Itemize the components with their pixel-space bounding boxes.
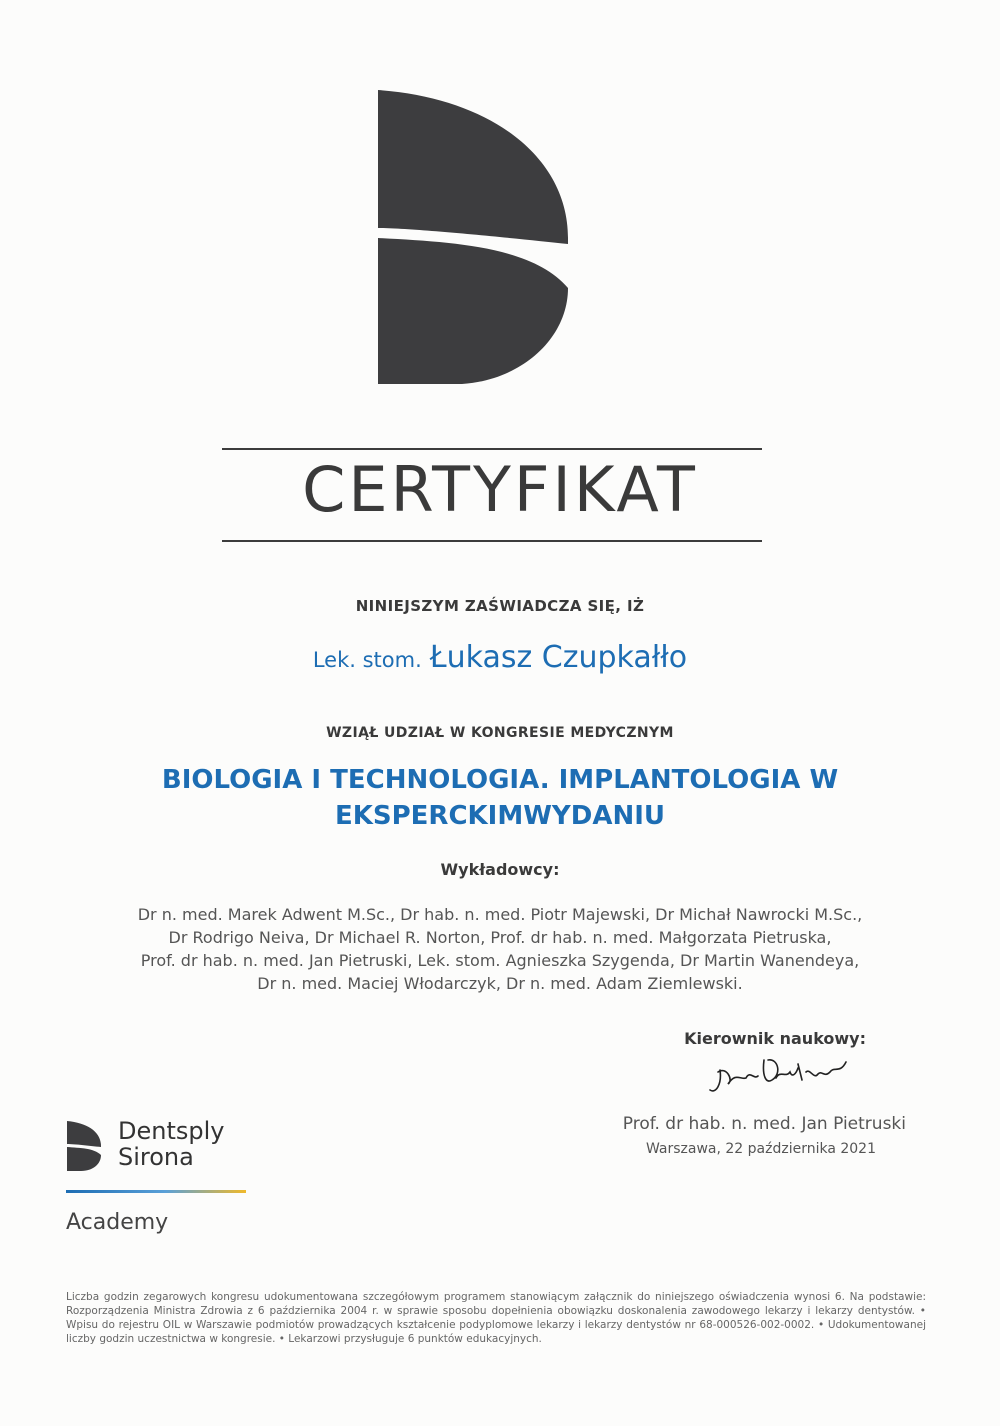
company-name-line: Sirona [118,1143,194,1171]
company-name [118,1118,224,1170]
footer-legal-note: Liczba godzin zegarowych kongresu udokumentowana szczegółowym programem stanowiącym załącznik do niniejszego oświadczenia wynosi 6. Na podstawie: Rozporządzenia Ministra Zdrowia z 6 października 2004 r. w sprawie sposobu dopełnienia obowiązku doskonalenia zawodowego lekarzy i lekarzy dentystów. • Wpisu do rejestru OIL w Warszawie podmiotów prowadzących kształcenie podyplomowe lekarzy i lekarzy dentystów nr 68-000526-002-0002. • Udokumentowanej liczby godzin uczestnictwa w kongresie. • Lekarzowi przysługuje 6 punktów edukacyjnych. [66,1291,926,1345]
event-title-line: EKSPERCKIMWYDANIU [334,801,665,831]
lecturers-line: Dr Rodrigo Neiva, Dr Michael R. Norton, Prof. dr hab. n. med. Małgorzata Pietruska, [168,928,832,947]
dentsply-small-logo-icon [66,1120,102,1172]
title-bottom-rule [222,540,762,542]
lecturers-line: Dr n. med. Marek Adwent M.Sc., Dr hab. n. med. Piotr Majewski, Dr Michał Nawrocki M.Sc., [137,905,863,924]
certificate-title: CERTYFIKAT [302,453,698,526]
recipient-name: Łukasz Czupkałło [429,640,688,675]
company-name-line: Dentsply [118,1117,225,1145]
intro-statement: NINIEJSZYM ZAŚWIADCZA SIĘ, IŻ [355,597,645,615]
lecturers-line: Prof. dr hab. n. med. Jan Pietruski, Lek. stom. Agnieszka Szygenda, Dr Martin Wanendeya, [140,951,860,970]
attendance-statement: WZIĄŁ UDZIAŁ W KONGRESIE MEDYCZNYM [326,725,674,741]
academy-label: Academy [66,1210,169,1235]
dentsply-logo-mark [372,88,572,388]
supervisor-label: Kierownik naukowy: [684,1029,866,1048]
lecturers-heading: Wykładowcy: [440,860,560,879]
lecturers-line: Dr n. med. Maciej Włodarczyk, Dr n. med. Adam Ziemlewski. [257,974,743,993]
brand-gradient-bar [66,1190,246,1193]
handwritten-signature [706,1050,856,1100]
recipient [0,640,1000,675]
supervisor-name: Prof. dr hab. n. med. Jan Pietruski [622,1114,906,1134]
event-title-line: BIOLOGIA I TECHNOLOGIA. IMPLANTOLOGIA W [161,765,839,795]
recipient-prefix: Lek. stom. [312,648,422,672]
place-and-date: Warszawa, 22 października 2021 [645,1141,876,1157]
